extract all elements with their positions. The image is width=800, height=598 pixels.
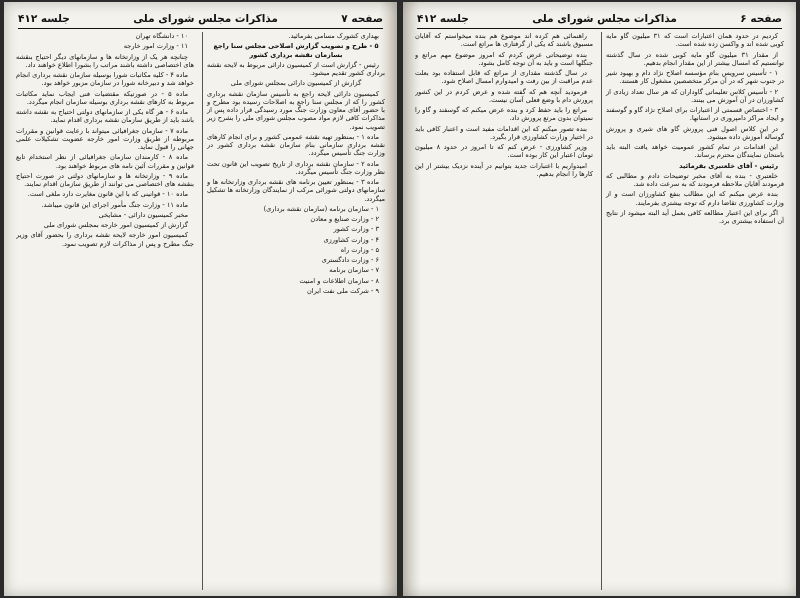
right-columns [415,32,784,590]
paragraph: رئیس - گزارش است از کمیسیون دارائی مربوط به لایحه نقشه برداری کشور تقدیم میشود. [207,60,385,77]
left-page-number: صفحه ۷ [341,13,383,25]
paragraph: ۳ - وزارت کشور [333,225,379,234]
paragraph: ماده ۷ - سازمان جغرافیائی میتواند با رعایت قوانین و مقررات مربوطه از طریق وزارت امور خارجه عضویت تشکیلات علمی جهانی را قبول نماید. [16,126,194,151]
paragraph: گزارش از کمیسیون امور خارجه بمجلس شورای ملی [43,221,188,229]
paragraph: بنده توضیحاتی عرض کردم که امروز موضوع مهم مراتع و جنگلها است و باید به آن توجه کامل بشود. [415,50,593,67]
right-running-head [417,10,782,29]
paragraph: کمیسیون امور خارجه لایحه نقشه برداری را بحضور آقای وزیر جنگ مطرح و پس از مذاکرات لازم تصویب نمود. [16,231,194,248]
left-col-left [16,32,194,590]
section-heading: ۵ - طرح و تصویب گزارش اصلاحی مجلس سنا راجع بسازمان نقشه برداری کشور [213,42,379,59]
paragraph: کردیم در حدود همان اعتبارات است که ۳۱ میلیون گاو مایه کوبی شده اند و واکسن زده شده است. [606,32,784,49]
right-col-right [601,32,784,590]
paragraph: ماده ۳ - بمنظور تعیین برنامه های نقشه برداری وزارتخانه ها و سازمانهای دولتی شورائی مرکب از نمایندگان وزارتخانه ها تشکیل میگردد. [207,178,385,203]
paragraph: ۱ - سازمان برنامه (سازمان نقشه برداری) [263,204,379,213]
paragraph: ۵ - وزارت راه [340,245,379,254]
right-col-left [415,32,593,590]
paragraph: ۹ - شرکت ملی نفت ایران [306,286,379,295]
paragraph: ماده ۱۰ - قوانینی که با این قانون مغایرت دارد ملغی است. [27,190,188,199]
paragraph: مخبر کمیسیون دارائی - مشایخی [98,210,188,219]
right-page [403,2,796,596]
paragraph: ماده ۸ - کارمندان سازمان جغرافیائی از نظر استخدام تابع قوانین و مقررات آئین نامه های مربوط خواهند بود. [16,153,194,170]
paragraph: بنده تصور میکنم که این اقدامات مفید است و اعتبار کافی باید در اختیار وزارت کشاورزی قرار بگیرد. [415,124,593,141]
paragraph: ماده ۲ - سازمان نقشه برداری از تاریخ تصویب این قانون تحت نظر وزارت جنگ تأسیس میگردد. [207,159,385,176]
speaker-line: رئیس - آقای خلعتبری بفرمائید [679,161,778,170]
paragraph: اگر برای این اعتبار مطالعه کافی بعمل آید البته میشود از نتایج آن استفاده بیشتری برد. [606,208,784,225]
paragraph: ۲ - تأسیس کلاس تعلیماتی گاوداران که هر سال تعداد زیادی از کشاورزان در آن آموزش می بینند. [606,87,784,104]
left-session-number: جلسه ۴۱۲ [18,13,70,25]
paragraph: ماده ۴ - کلیه مکاتبات شورا بوسیله سازمان نقشه برداری انجام خواهد شد و دبیرخانه شورا در سازمان مزبور خواهد بود. [16,71,194,88]
left-journal-title: مذاکرات مجلس شورای ملی [133,13,278,25]
paragraph: فرمودید آنچه هم که گفته شده و عرض کردم در این کشور پرورش دام با وضع فعلی آسان نیست. [415,87,593,104]
paragraph: بنده عرض میکنم که این مطالب بنفع کشاورزان است و از وزارت کشاورزی تقاضا دارم که توجه بیشتری بفرمایند. [606,190,784,207]
paragraph: وزیر کشاورزی - عرض کنم که تا امروز در حدود ۸ میلیون تومان اعتبار این کار بوده است. [415,143,593,160]
paragraph: ماده ۱ - بمنظور تهیه نقشه عمومی کشور و برای انجام کارهای نقشه برداری سازمانی بنام سازمان نقشه برداری کشور در وزارت جنگ تأسیس میگردد. [207,132,385,158]
paragraph: ۷ - سازمان برنامه [329,266,379,275]
paragraph: مراتع را باید حفظ کرد و بنده عرض میکنم که گوسفند و گاو را نمیتوان بدون مرتع پرورش داد. [415,106,593,123]
paragraph: گزارش از کمیسیون دارائی بمجلس شورای ملی [230,79,362,88]
paragraph: در این کلاس اصول فنی پرورش گاو های شیری و پرورش گوساله آموزش داده میشود. [606,124,784,141]
paragraph: از مقدار ۳۱ میلیون گاو مایه کوبی شده در سال گذشته توانستیم که امسال بیشتر از این مقدار انجام بدهیم. [606,50,784,67]
paragraph: ۴ - وزارت کشاورزی [323,235,379,244]
paragraph: ۱ - تأسیس سرویس بنام مؤسسه اصلاح نژاد دام و بهبود شیر در جنوب شهر که در آن مرکز متخصصین مشغول کار هستند. [606,69,784,86]
left-running-head [18,10,383,29]
paragraph: بهداری کشورک مسامی بفرمائید. [288,32,379,40]
paragraph: راهنمائی هم کرده اند موضوع هم بنده میخواستم که آقایان مسبوق باشند که یکی از گرفتاری ها مراتع است. [415,32,593,49]
paragraph: این اقدامات در تمام کشور عمومیت خواهد یافت البته باید بامتحان نمایندگان محترم برساند. [606,143,784,160]
right-session-number: جلسه ۴۱۲ [417,13,469,25]
paragraph: ۶ - وزارت دادگستری [321,256,379,264]
paragraph: ماده ۶ - هر گاه یکی از سازمانهای دولتی احتیاج به نقشه داشته باشد باید از طریق سازمان نقشه برداری اقدام نماید. [16,108,194,125]
paragraph: چنانچه هر یک از وزارتخانه ها و سازمانهای دیگر احتیاج بنقشه های اختصاصی داشته باشند مراتب را بشورا اطلاع خواهند داد. [16,52,194,69]
right-page-number: صفحه ۶ [740,13,782,25]
left-page [4,2,397,596]
paragraph: امیدواریم با اعتبارات جدید بتوانیم در آینده نزدیک بیشتر از این کارها را انجام بدهیم. [415,161,593,178]
paragraph: کمیسیون دارائی لایحه راجع به تأسیس سازمان نقشه برداری کشور را که از مجلس سنا راجع به اصلاحات رسیده بود مطرح و با حضور آقای معاون وزارت جنگ مورد رسیدگی قرار داده پس از مذاکرات کافی لازم مواد مصوب مجلس شورای ملی را بشرح زیر تصویب نمود. [207,89,385,131]
paragraph: ۸ - سازمان اطلاعات و امنیت [299,276,379,285]
paragraph: ماده ۱۱ - وزارت جنگ مأمور اجرای این قانون میباشد. [41,200,188,209]
right-journal-title: مذاکرات مجلس شورای ملی [532,13,677,25]
left-columns [16,32,385,590]
paragraph: ماده ۵ - در صورتیکه مقتضیات فنی ایجاب نماید مکاتبات مربوط به کارهای نقشه برداری بوسیله سازمان انجام میگردد. [16,89,194,106]
book-spread [4,2,796,596]
paragraph: ۱۰ - دانشگاه تهران [135,32,188,40]
paragraph: خلعتبری - بنده به آقای مخبر توضیحات دادم و مطالبی که فرمودند آقایان ملاحظه فرمودند که به سرعت داده شد. [606,171,784,188]
paragraph: ۲ - وزارت صنایع و معادن [310,215,379,223]
paragraph: ۳ - اختصاص قسمتی از اعتبارات برای اصلاح نژاد گاو و گوسفند و ایجاد مراکز دامپروری در استانها. [606,106,784,123]
left-col-right [202,32,385,590]
paragraph: در سال گذشته مقداری از مراتع که قابل استفاده بود بعلت عدم مراقبت از بین رفت و امیدوارم امسال اصلاح شود. [415,69,593,86]
paragraph: ماده ۹ - وزارتخانه ها و سازمانهای دولتی در صورت احتیاج بنقشه های اختصاصی می توانند از طریق سازمان اقدام نمایند. [16,171,194,188]
paragraph: ۱۱ - وزارت امور خارجه [123,42,188,51]
